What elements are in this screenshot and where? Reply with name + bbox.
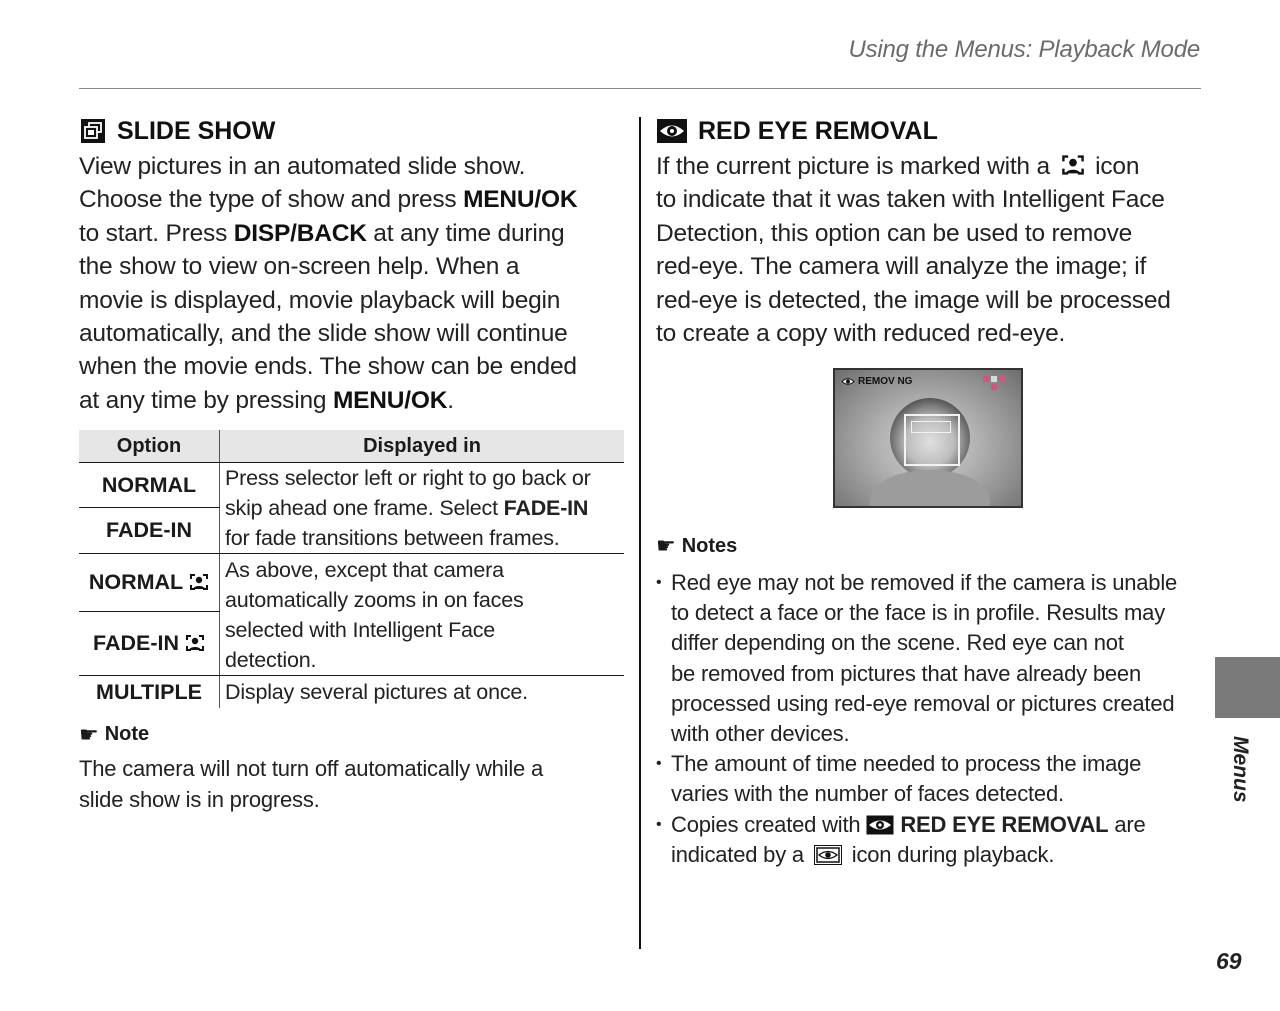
table-row [79, 676, 624, 708]
list-item: • Red eye may not be removed if the camera is unable to detect a face or the face is in profile. Results may differ depending on the scene. Red eye can not be removed from pictures that have already been processed using red-eye removal or pictures created with other devices. [656, 568, 1216, 749]
camera-screen-illustration [833, 368, 1023, 508]
slide-show-icon [79, 117, 107, 145]
status-square [999, 376, 1005, 382]
eye-region-frame [911, 421, 951, 433]
text-line: to indicate that it was taken with Intelligent Face [656, 186, 1165, 214]
option-normal-face: NORMAL [79, 554, 220, 612]
slide-show-description [79, 150, 624, 417]
screen-status-label: REMOV NG [841, 376, 912, 387]
red-eye-removal-title: RED EYE REMOVAL [698, 116, 938, 145]
pointing-hand-icon: ☛ [656, 533, 676, 558]
subject-body [870, 470, 990, 508]
red-eye-icon [814, 845, 842, 865]
pointing-hand-icon: ☛ [79, 721, 99, 747]
text-line: Choose the type of show and press MENU/OK [79, 186, 578, 214]
option-description: Press selector left or right to go back or skip ahead one frame. Select FADE-IN for fade transitions between frames. [220, 463, 625, 554]
option-description: As above, except that camera automatically zooms in on faces selected with Intelligent Face detection. [220, 554, 625, 676]
red-eye-removal-description [656, 150, 1204, 350]
red-eye-removal-heading [656, 112, 1204, 150]
face-detection-icon [1061, 154, 1085, 176]
column-divider [639, 117, 641, 949]
column-header-displayed-in: Displayed in [220, 430, 625, 463]
disp-back-label: DISP/BACK [233, 219, 367, 247]
chapter-label: Menus [1229, 736, 1252, 803]
text-line: red-eye. The camera will analyze the image; if [656, 253, 1147, 281]
list-item: • The amount of time needed to process the image varies with the number of faces detected. [656, 749, 1216, 809]
text-line: View pictures in an automated slide show. [79, 153, 526, 180]
text-line: automatically, and the slide show will continue [79, 320, 568, 348]
slide-show-heading [79, 112, 624, 150]
menu-ok-label: MENU/OK [463, 186, 578, 214]
text-line: If the current picture is marked with a icon [656, 153, 1140, 180]
list-item: • Copies created with RED EYE REMOVAL are indicated by a icon during playback. [656, 810, 1216, 870]
header-rule [79, 88, 1201, 89]
red-eye-removal-section [656, 112, 1204, 867]
text-line: the show to view on-screen help. When a [79, 253, 520, 281]
red-eye-icon [841, 377, 855, 386]
option-fade-in-face: FADE-IN [79, 612, 220, 676]
red-eye-icon [656, 117, 688, 145]
text-line: to create a copy with reduced red-eye. [656, 320, 1066, 348]
option-description: Display several pictures at once. [225, 680, 528, 704]
text-line: to start. Press DISP/BACK at any time during [79, 219, 565, 247]
text-line: when the movie ends. The show can be ended [79, 353, 577, 381]
notes-title: Notes [681, 534, 738, 557]
text-line: Detection, this option can be used to remove [656, 219, 1133, 247]
table-row [79, 463, 624, 508]
note-heading [79, 721, 624, 749]
option-multiple: MULTIPLE [79, 676, 220, 708]
status-square [983, 376, 989, 382]
running-header: Using the Menus: Playback Mode [848, 36, 1200, 63]
notes-heading [656, 532, 737, 560]
table-row [79, 554, 624, 612]
slide-show-title: SLIDE SHOW [117, 116, 276, 145]
slide-show-section [79, 112, 624, 815]
note-text: The camera will not turn off automatically while a slide show is in progress. [79, 755, 544, 812]
status-square [991, 384, 997, 390]
option-fade-in: FADE-IN [79, 508, 220, 554]
option-normal: NORMAL [79, 463, 220, 508]
status-square [991, 376, 997, 382]
note-title: Note [104, 723, 150, 746]
text-line: movie is displayed, movie playback will begin [79, 286, 561, 314]
red-eye-icon [866, 815, 894, 835]
face-detection-icon [185, 634, 205, 652]
slide-show-options-table [79, 430, 624, 708]
face-detection-icon [189, 573, 209, 591]
page-number: 69 [1216, 948, 1242, 974]
text-line: at any time by pressing MENU/OK. [79, 386, 454, 414]
chapter-tab [1215, 657, 1280, 718]
text-line: red-eye is detected, the image will be processed [656, 286, 1171, 314]
menu-ok-label: MENU/OK [332, 386, 448, 414]
notes-list [656, 568, 1216, 870]
column-header-option: Option [79, 430, 220, 463]
